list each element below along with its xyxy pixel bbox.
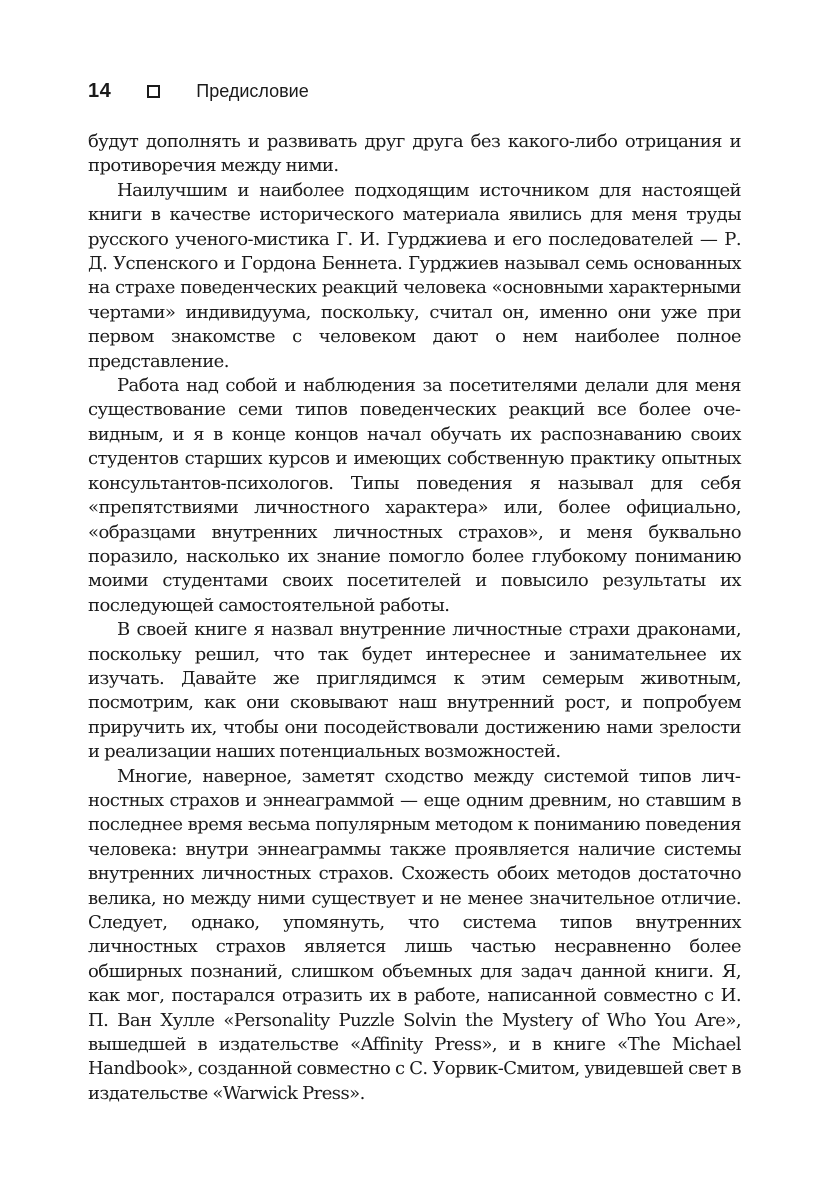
paragraph: Работа над собой и наблюдения за посетителями делали для меня существование семи типов поведенческих реакций все более очевидным, и я в конце концов начал обучать их распознаванию своих студентов старших курсов и имеющих собственную практику опытных консультантов-психологов. Типы поведения я называл для себя «препятствиями личностного характера» или, более официально, «образцами внутренних личностных страхов», и меня буквально поразило, насколько их знание помогло более глубокому пониманию моими студентами своих посетителей и повысило результаты их последующей самостоятельной работы.	[88, 375, 741, 616]
page-number: 14	[88, 79, 112, 102]
paragraph-continuation: будут дополнять и развивать друг друга без какого-либо отрицания и противоречия между ними.	[88, 131, 741, 177]
section-title: Предисловие	[196, 80, 309, 101]
square-icon	[147, 85, 160, 98]
paragraph: Многие, наверное, заметят сходство между системой типов личностных страхов и эннеаграммой — еще одним древним, но ставшим в последнее время весьма популярным методом к пониманию поведения человека: внутри эннеаграммы также проявляется наличие системы внутренних личностных страхов. Схожесть обоих методов достаточно велика, но между ними существует и не менее значительное отличие. Следует, однако, упомянуть, что система типов внутренних личностных страхов является лишь частью несравненно более обширных познаний, слишком объемных для задач данной книги. Я, как мог, постарался отразить их в работе, написанной совместно с И. П. Ван Хулле «Personality Puzzle Solvin the Mystery of Who You Are», вышедшей в издательстве «Affinity Press», и в книге «The Michael Handbook», созданной совместно с С. Уорвик-Смитом, увидевшей свет в издательстве «Warwick Press».	[88, 765, 741, 1104]
paragraph: Наилучшим и наиболее подходящим источником для настоящей книги в качестве исторического материала явились для меня труды русского ученого-мистика Г. И. Гурджиева и его последователей — Р. Д. Успенского и Гордона Беннета. Гурджиев называл семь основанных на страхе поведенческих реакций человека «основными характерными чертами» индивидуума, поскольку, считал он, именно они уже при первом знакомстве с человеком дают о нем наиболее полное представление.	[88, 179, 741, 372]
running-header	[88, 76, 309, 106]
paragraph: В своей книге я назвал внутренние личностные страхи драконами, поскольку решил, что так будет интереснее и занимательнее их изучать. Давайте же приглядимся к этим семерым животным, посмотрим, как они сковывают наш внутренний рост, и попробуем приручить их, чтобы они посодействовали достижению нами зрелости и реализации наших потенциальных возможностей.	[88, 619, 741, 763]
page-body	[88, 130, 741, 1106]
